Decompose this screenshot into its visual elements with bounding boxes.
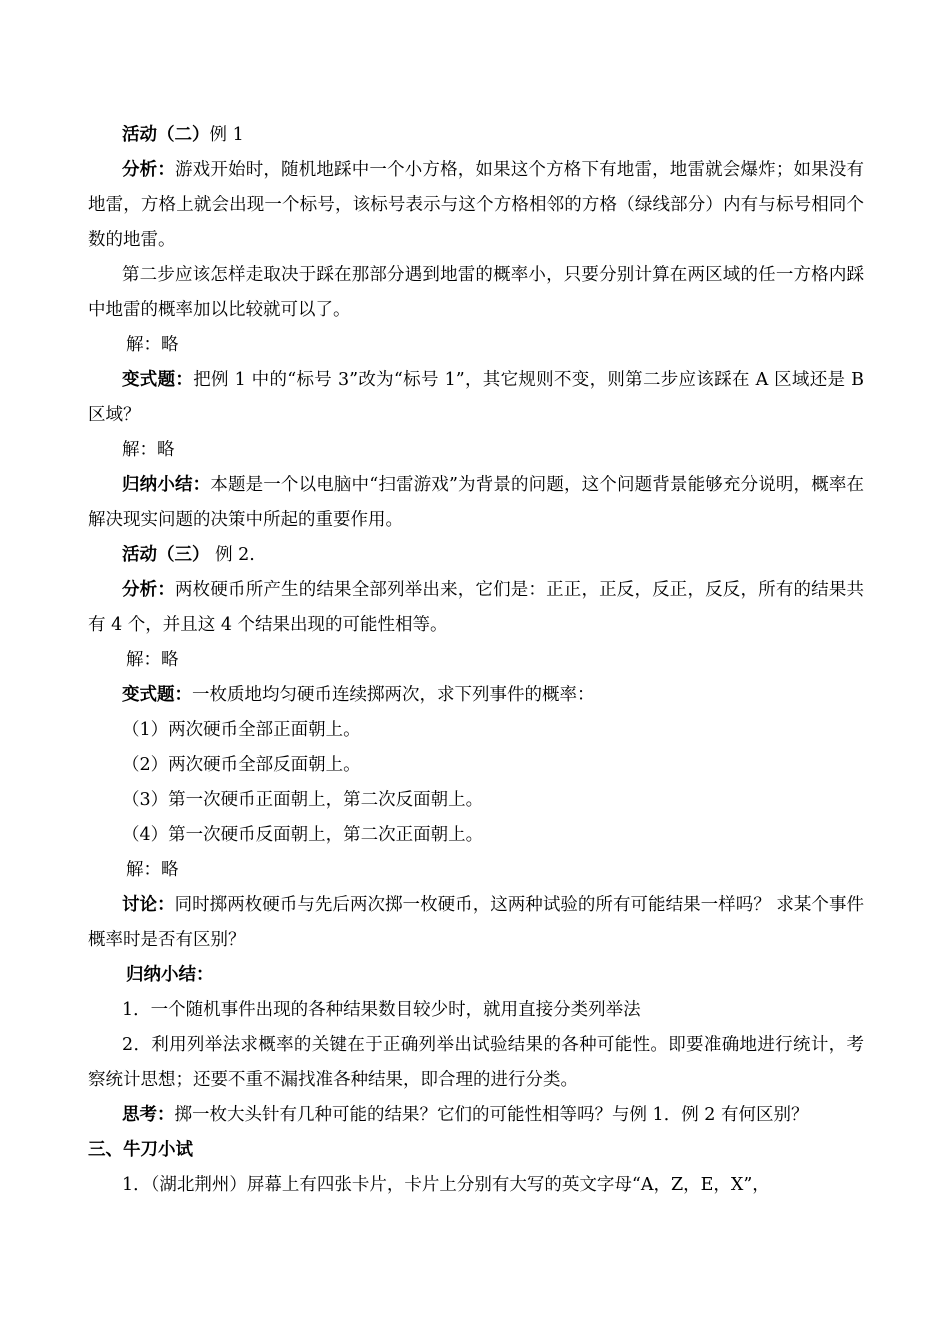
discussion-text: 同时掷两枚硬币与先后两次掷一枚硬币，这两种试验的所有可能结果一样吗？ 求某个事件概率时是否有区别？ (88, 895, 865, 950)
second-step-text: 第二步应该怎样走取决于踩在那部分遇到地雷的概率小，只要分别计算在两区域的任一方格内踩中地雷的概率加以比较就可以了。 (88, 265, 864, 320)
summary-1-label: 归纳小结： (122, 475, 211, 495)
paragraph-variant-1 (88, 363, 864, 433)
solution-1-text: 解：略 (126, 335, 179, 355)
paragraph-analysis-2 (88, 573, 864, 643)
paragraph-summary-2 (88, 958, 864, 993)
activity-3-label: 活动（三） (122, 545, 210, 565)
analysis-1-text: 游戏开始时，随机地踩中一个小方格，如果这个方格下有地雷，地雷就会爆炸；如果没有地雷，方格上就会出现一个标号，该标号表示与这个方格相邻的方格（绿线部分）内有与标号相同个数的地雷。 (88, 160, 865, 250)
discussion-label: 讨论： (122, 895, 175, 915)
activity-3-text: 例 2. (209, 545, 255, 565)
list-item-text: （1）两次硬币全部正面朝上。 (122, 720, 361, 740)
paragraph-activity-3 (88, 538, 864, 573)
variant-1-label: 变式题： (122, 370, 194, 390)
list-item-text: （4）第一次硬币反面朝上，第二次正面朝上。 (122, 825, 484, 845)
exercise-1-text: 1．（湖北荆州）屏幕上有四张卡片，卡片上分别有大写的英文字母“A，Z，E，X”， (122, 1175, 770, 1195)
paragraph-discussion (88, 888, 864, 958)
paragraph-variant-2 (88, 678, 864, 713)
section-heading (88, 1133, 864, 1168)
activity-2-label: 活动（二） (122, 125, 210, 145)
think-label: 思考： (122, 1105, 175, 1125)
solution-4-text: 解：略 (126, 860, 179, 880)
document-body (88, 118, 864, 1203)
list-item (88, 818, 864, 853)
paragraph-point-1 (88, 993, 864, 1028)
point-1-text: 1．一个随机事件出现的各种结果数目较少时，就用直接分类列举法 (122, 1000, 641, 1020)
paragraph-point-2 (88, 1028, 864, 1098)
paragraph-summary-1 (88, 468, 864, 538)
solution-3-text: 解：略 (126, 650, 179, 670)
variant-2-text: 一枚质地均匀硬币连续掷两次，求下列事件的概率： (192, 685, 595, 705)
think-text: 掷一枚大头针有几种可能的结果？它们的可能性相等吗？与例 1．例 2 有何区别？ (174, 1105, 809, 1125)
summary-2-label: 归纳小结： (126, 965, 214, 985)
analysis-1-label: 分析： (122, 160, 176, 180)
activity-2-text: 例 1 (209, 125, 244, 145)
list-item-text: （2）两次硬币全部反面朝上。 (122, 755, 361, 775)
paragraph-second-step (88, 258, 864, 328)
paragraph-think (88, 1098, 864, 1133)
summary-1-text: 本题是一个以电脑中“扫雷游戏”为背景的问题，这个问题背景能够充分说明，概率在解决现实问题的决策中所起的重要作用。 (88, 475, 865, 530)
list-item (88, 713, 864, 748)
section-3-heading: 三、牛刀小试 (88, 1140, 193, 1160)
list-item (88, 748, 864, 783)
variant-1-text: 把例 1 中的“标号 3”改为“标号 1”，其它规则不变，则第二步应该踩在 A 区域还是 B 区域？ (88, 370, 865, 425)
list-item-text: （3）第一次硬币正面朝上，第二次反面朝上。 (122, 790, 484, 810)
analysis-2-label: 分析： (122, 580, 176, 600)
variant-2-label: 变式题： (122, 685, 192, 705)
paragraph-exercise-1 (88, 1168, 864, 1203)
solution-2-text: 解：略 (122, 440, 175, 460)
paragraph-activity-2 (88, 118, 864, 153)
list-item (88, 783, 864, 818)
point-2-text: 2．利用列举法求概率的关键在于正确列举出试验结果的各种可能性。即要准确地进行统计，考察统计思想；还要不重不漏找准各种结果，即合理的进行分类。 (88, 1035, 864, 1090)
paragraph-solution-1 (88, 328, 864, 363)
paragraph-solution-3 (88, 643, 864, 678)
paragraph-analysis-1 (88, 153, 864, 258)
paragraph-solution-4 (88, 853, 864, 888)
paragraph-solution-2 (88, 433, 864, 468)
analysis-2-text: 两枚硬币所产生的结果全部列举出来，它们是：正正，正反，反正，反反，所有的结果共有 4 个，并且这 4 个结果出现的可能性相等。 (88, 580, 865, 635)
